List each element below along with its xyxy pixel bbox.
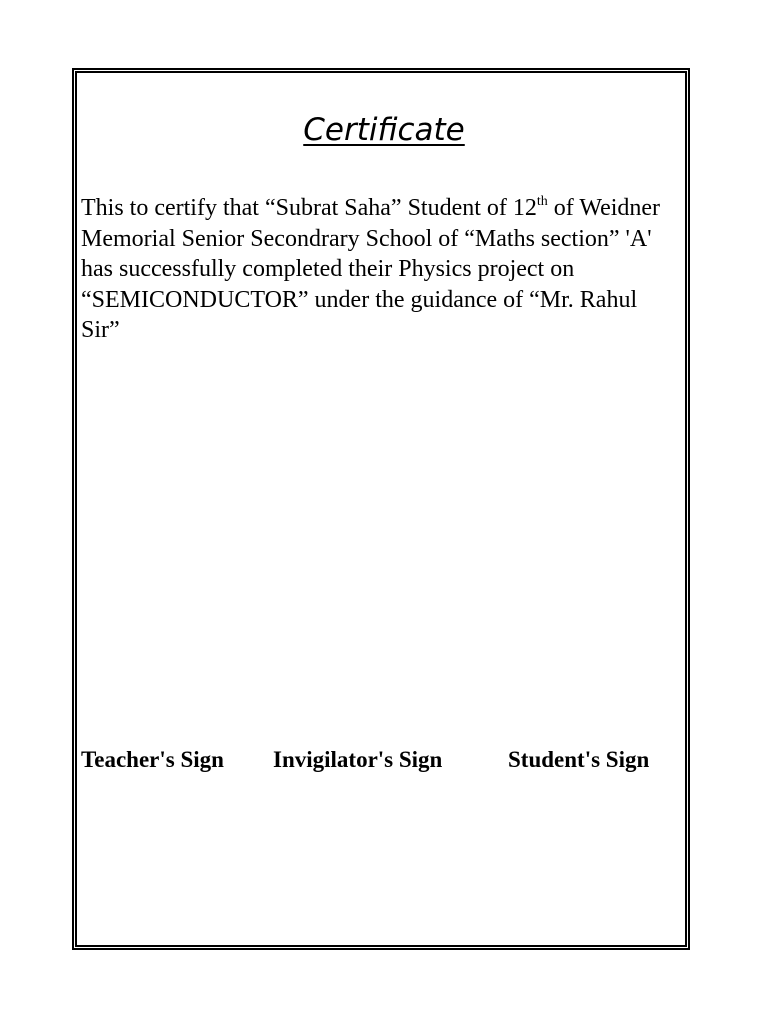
teacher-sign-label: Teacher's Sign (81, 747, 224, 772)
body-text-part2: of Weidner Memorial Senior Secondrary School of “Maths section” 'A' has successfully completed their Physics project on “SEMICONDUCTOR” under the guidance of “Mr. Rahul Sir” (81, 195, 661, 343)
body-text-superscript: th (536, 194, 548, 209)
body-text-part1: This to certify that “Subrat Saha” Student of 12 (81, 195, 537, 221)
certificate-body (81, 193, 681, 346)
invigilator-sign-label: Invigilator's Sign (273, 747, 443, 772)
student-sign-label: Student's Sign (508, 747, 650, 772)
certificate-title: Certificate (303, 112, 465, 148)
